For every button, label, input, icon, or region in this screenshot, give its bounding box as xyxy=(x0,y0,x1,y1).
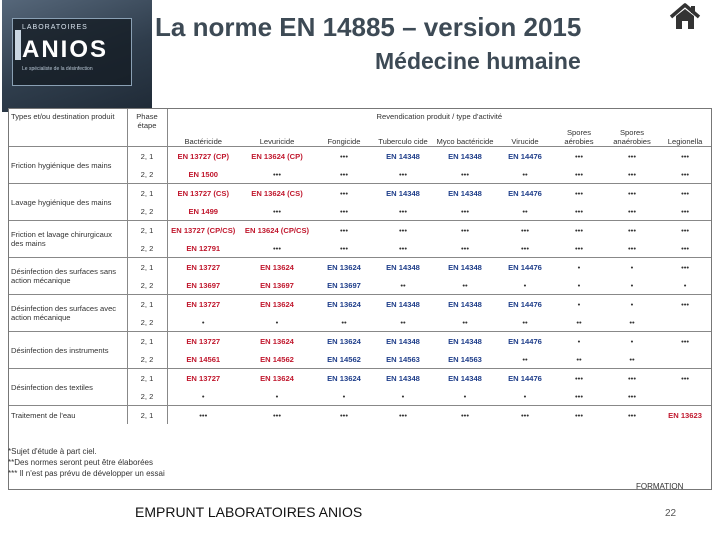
table-cell: ••• xyxy=(659,184,711,203)
header-col: Levuricide xyxy=(259,137,295,146)
header-claim: Revendication produit / type d'activité xyxy=(376,112,503,121)
table-cell: EN 13624 xyxy=(239,369,315,388)
slide-title: La norme EN 14885 – version 2015 xyxy=(155,12,582,42)
footnotes xyxy=(8,446,165,479)
table-cell: •• xyxy=(462,317,468,327)
norm-table-image xyxy=(8,108,712,490)
table-cell: EN 1500 xyxy=(188,169,219,179)
table-cell: •• xyxy=(629,354,635,364)
table-cell: • xyxy=(523,280,527,290)
table-cell: ••• xyxy=(167,406,239,425)
table-cell: EN 13697 xyxy=(260,280,294,290)
table-cell: EN 13624 xyxy=(239,332,315,351)
table-cell: • xyxy=(683,280,687,290)
table-cell: ••• xyxy=(497,221,553,240)
header-col: Spores anaérobies xyxy=(613,128,651,146)
table-cell: ••• xyxy=(399,243,407,253)
home-icon[interactable] xyxy=(668,2,702,32)
header-col: Fongicide xyxy=(327,137,361,146)
table-cell: EN 14561 xyxy=(186,354,221,364)
row-type-label: Désinfection des textiles xyxy=(9,369,127,406)
table-cell: ••• xyxy=(628,169,636,179)
table-cell: ••• xyxy=(553,406,605,425)
table-row xyxy=(9,258,711,277)
table-cell: EN 14563 xyxy=(448,354,482,364)
row-phase: 2, 2 xyxy=(127,350,167,369)
table-cell: ••• xyxy=(553,184,605,203)
row-type-label: Désinfection des instruments xyxy=(9,332,127,369)
table-cell: •• xyxy=(629,317,635,327)
row-type-label: Désinfection des surfaces sans action mécanique xyxy=(9,258,127,295)
anios-logo xyxy=(2,0,152,112)
footnote-3: *** Il n'est pas prévu de développer un essai xyxy=(8,469,165,478)
row-phase: 2, 1 xyxy=(127,332,167,351)
table-cell: ••• xyxy=(628,206,636,216)
table-cell: ••• xyxy=(575,169,583,179)
table-cell: • xyxy=(553,295,605,314)
table-cell: • xyxy=(201,317,205,327)
table-cell: EN 13624 xyxy=(239,295,315,314)
row-phase: 2, 2 xyxy=(127,239,167,258)
header-col: Virucide xyxy=(511,137,539,146)
table-cell: ••• xyxy=(273,206,281,216)
table-cell: ••• xyxy=(659,369,711,388)
table-cell: EN 14476 xyxy=(497,332,553,351)
header-col: Bactéricide xyxy=(184,137,223,146)
table-cell: ••• xyxy=(433,406,497,425)
formation-label: FORMATION xyxy=(636,482,684,491)
table-cell: ••• xyxy=(373,406,433,425)
table-cell: ••• xyxy=(575,206,583,216)
table-cell: EN 14562 xyxy=(327,354,361,364)
row-type-label: Friction hygiénique des mains xyxy=(9,147,127,184)
header-type: Types et/ou destination produit xyxy=(9,109,127,147)
table-cell: EN 14476 xyxy=(497,184,553,203)
footnote-2: **Des normes seront peut être élaborées xyxy=(8,458,153,467)
table-row xyxy=(9,184,711,203)
table-cell: EN 14348 xyxy=(433,258,497,277)
header-phase: Phase étape xyxy=(127,109,167,147)
slide-subtitle: Médecine humaine xyxy=(375,48,581,74)
table-cell: • xyxy=(630,280,634,290)
header-col: Legionella xyxy=(667,137,703,146)
table-cell: EN 14348 xyxy=(373,295,433,314)
table-cell: EN 13624 xyxy=(239,258,315,277)
table-cell: • xyxy=(605,295,659,314)
table-cell: EN 13727 (CP/CS) xyxy=(167,221,239,240)
table-cell: • xyxy=(553,332,605,351)
row-phase: 2, 1 xyxy=(127,406,167,425)
row-phase: 2, 2 xyxy=(127,313,167,332)
table-cell: ••• xyxy=(553,369,605,388)
table-cell: EN 14348 xyxy=(373,147,433,166)
table-cell: EN 14562 xyxy=(260,354,294,364)
table-cell: ••• xyxy=(340,243,348,253)
row-phase: 2, 1 xyxy=(127,258,167,277)
table-cell: ••• xyxy=(659,147,711,166)
table-row xyxy=(9,147,711,166)
table-cell: EN 1499 xyxy=(188,206,219,216)
table-cell: ••• xyxy=(659,221,711,240)
table-cell: • xyxy=(523,391,527,401)
row-phase: 2, 2 xyxy=(127,165,167,184)
row-type-label: Traitement de l'eau xyxy=(9,406,127,425)
table-cell: •• xyxy=(522,317,528,327)
table-cell: ••• xyxy=(340,169,348,179)
table-cell: ••• xyxy=(399,169,407,179)
table-cell: • xyxy=(401,391,405,401)
table-row xyxy=(9,406,711,425)
table-cell: ••• xyxy=(315,406,373,425)
table-cell: • xyxy=(605,258,659,277)
table-cell: EN 14476 xyxy=(497,147,553,166)
row-phase: 2, 1 xyxy=(127,369,167,388)
table-cell: EN 14476 xyxy=(497,295,553,314)
table-cell: EN 14348 xyxy=(373,332,433,351)
logo-line3: Le spécialiste de la désinfection xyxy=(22,66,93,72)
header-col: Myco bactéricide xyxy=(436,137,494,146)
table-cell: EN 13727 xyxy=(167,295,239,314)
table-cell: ••• xyxy=(605,147,659,166)
header-col: Tuberculo cide xyxy=(378,137,428,146)
table-cell: EN 13624 xyxy=(315,369,373,388)
header-col: Spores aérobies xyxy=(564,128,594,146)
table-cell: •• xyxy=(341,317,347,327)
table-cell: ••• xyxy=(605,406,659,425)
table-cell: ••• xyxy=(575,243,583,253)
table-cell: ••• xyxy=(628,243,636,253)
table-cell: ••• xyxy=(628,391,636,401)
table-cell: EN 14348 xyxy=(433,184,497,203)
table-cell: ••• xyxy=(605,369,659,388)
table-cell: • xyxy=(577,280,581,290)
table-cell: ••• xyxy=(553,221,605,240)
table-row xyxy=(9,295,711,314)
table-cell: ••• xyxy=(315,184,373,203)
table-cell: ••• xyxy=(605,184,659,203)
table-cell: ••• xyxy=(461,169,469,179)
row-type-label: Lavage hygiénique des mains xyxy=(9,184,127,221)
table-cell: EN 14348 xyxy=(373,184,433,203)
table-cell: ••• xyxy=(433,221,497,240)
table-row xyxy=(9,369,711,388)
table-cell: EN 14348 xyxy=(433,369,497,388)
page-number: 22 xyxy=(665,508,677,519)
table-cell: ••• xyxy=(273,169,281,179)
row-phase: 2, 1 xyxy=(127,221,167,240)
table-cell: EN 13624 (CP) xyxy=(239,147,315,166)
table-row xyxy=(9,221,711,240)
table-cell xyxy=(659,387,711,406)
table-cell: •• xyxy=(522,354,528,364)
table-cell: EN 13624 xyxy=(315,332,373,351)
table-cell: EN 13624 (CS) xyxy=(239,184,315,203)
table-cell: • xyxy=(605,332,659,351)
table-cell: ••• xyxy=(575,391,583,401)
table-cell: • xyxy=(463,391,467,401)
table-cell: EN 14348 xyxy=(433,147,497,166)
table-cell: EN 13624 (CP/CS) xyxy=(239,221,315,240)
table-cell: ••• xyxy=(681,206,690,216)
table-cell: ••• xyxy=(553,147,605,166)
row-phase: 2, 2 xyxy=(127,387,167,406)
table-cell: EN 13727 (CP) xyxy=(167,147,239,166)
table-cell xyxy=(659,313,711,332)
row-phase: 2, 2 xyxy=(127,276,167,295)
table-cell: ••• xyxy=(340,206,348,216)
table-cell: ••• xyxy=(681,243,690,253)
table-cell: ••• xyxy=(659,258,711,277)
table-cell: ••• xyxy=(605,221,659,240)
table-cell: •• xyxy=(400,280,406,290)
row-phase: 2, 1 xyxy=(127,184,167,203)
table-cell: EN 13697 xyxy=(327,280,361,290)
table-cell: ••• xyxy=(659,295,711,314)
table-cell: EN 12791 xyxy=(186,243,221,253)
row-phase: 2, 1 xyxy=(127,147,167,166)
footnote-1: *Sujet d'étude à part ciel. xyxy=(8,447,97,456)
table-cell: ••• xyxy=(399,206,407,216)
footer-credit: EMPRUNT LABORATOIRES ANIOS xyxy=(135,504,363,520)
table-cell: •• xyxy=(576,317,582,327)
table-cell: ••• xyxy=(681,169,690,179)
table-cell: •• xyxy=(522,206,528,216)
table-cell: EN 14476 xyxy=(497,258,553,277)
table-cell: ••• xyxy=(659,332,711,351)
table-cell: • xyxy=(275,317,279,327)
table-cell: ••• xyxy=(239,406,315,425)
table-cell xyxy=(659,350,711,369)
table-cell: ••• xyxy=(273,243,281,253)
table-cell: • xyxy=(553,258,605,277)
table-cell: EN 14563 xyxy=(386,354,420,364)
norm-table xyxy=(9,109,711,424)
table-cell: •• xyxy=(576,354,582,364)
table-cell: EN 13623 xyxy=(659,406,711,425)
table-cell: EN 13727 xyxy=(167,258,239,277)
logo-mark-icon xyxy=(15,30,21,60)
table-cell: ••• xyxy=(461,206,469,216)
table-cell: ••• xyxy=(497,406,553,425)
table-cell: EN 13697 xyxy=(186,280,221,290)
logo-line2: ANIOS xyxy=(22,36,109,63)
table-cell: EN 13727 xyxy=(167,332,239,351)
table-cell: • xyxy=(275,391,279,401)
table-cell: EN 14476 xyxy=(497,369,553,388)
table-cell: • xyxy=(342,391,346,401)
table-cell: EN 13624 xyxy=(315,295,373,314)
table-cell: EN 14348 xyxy=(373,258,433,277)
table-cell: • xyxy=(201,391,205,401)
table-row xyxy=(9,332,711,351)
table-cell: •• xyxy=(522,169,528,179)
table-cell: •• xyxy=(462,280,468,290)
table-cell: ••• xyxy=(373,221,433,240)
table-cell: EN 13624 xyxy=(315,258,373,277)
row-type-label: Friction et lavage chirurgicaux des mains xyxy=(9,221,127,258)
table-cell: EN 14348 xyxy=(373,369,433,388)
table-cell: EN 13727 xyxy=(167,369,239,388)
table-cell: ••• xyxy=(521,243,529,253)
table-cell: ••• xyxy=(315,147,373,166)
row-phase: 2, 2 xyxy=(127,202,167,221)
logo-line1: LABORATOIRES xyxy=(22,24,88,31)
table-cell: EN 13727 (CS) xyxy=(167,184,239,203)
table-cell: EN 14348 xyxy=(433,332,497,351)
table-cell: •• xyxy=(400,317,406,327)
table-cell: EN 14348 xyxy=(433,295,497,314)
row-type-label: Désinfection des surfaces avec action mécanique xyxy=(9,295,127,332)
table-cell: ••• xyxy=(461,243,469,253)
row-phase: 2, 1 xyxy=(127,295,167,314)
table-cell: ••• xyxy=(315,221,373,240)
